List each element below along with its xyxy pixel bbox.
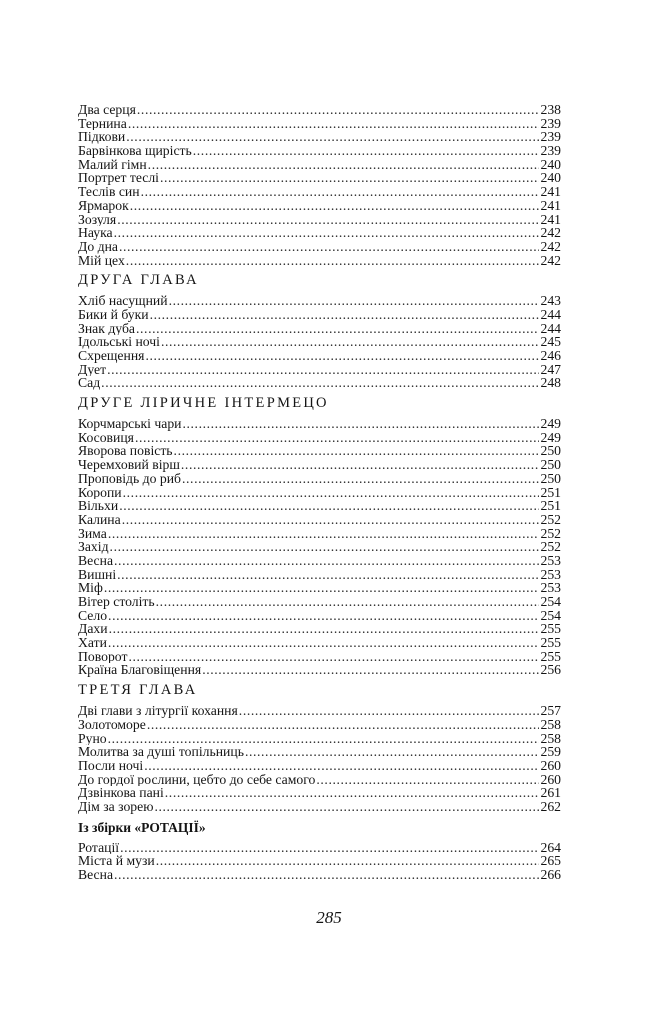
toc-entry <box>78 800 561 814</box>
dot-leader <box>137 103 540 117</box>
entry-page-number: 249 <box>540 430 561 445</box>
toc-entry <box>78 144 561 158</box>
entry-title: Ротації <box>78 840 120 855</box>
entry-title: Дует <box>78 362 107 377</box>
toc-entry-list <box>78 417 561 677</box>
entry-page-number: 239 <box>540 144 561 158</box>
toc-entry <box>78 199 561 213</box>
dot-leader <box>169 294 540 308</box>
entry-page-number: 252 <box>540 540 561 554</box>
entry-title: Схрещення <box>78 349 145 363</box>
entry-title: Підкови <box>78 130 126 145</box>
dot-leader <box>245 745 540 759</box>
entry-title: Захід <box>78 540 109 554</box>
toc-entry <box>78 472 561 486</box>
toc-section <box>78 272 561 390</box>
toc-entry <box>78 308 561 322</box>
toc-entry <box>78 745 561 759</box>
dot-leader <box>107 363 539 377</box>
dot-leader <box>104 581 540 595</box>
entry-title: Посли ночі <box>78 758 144 773</box>
entry-page-number: 247 <box>540 362 561 377</box>
toc-entry <box>78 335 561 349</box>
entry-title: Ідольські ночі <box>78 335 160 349</box>
toc-entry <box>78 431 561 445</box>
dot-leader <box>109 622 540 636</box>
toc-entry <box>78 759 561 773</box>
entry-title: Поворот <box>78 649 128 664</box>
entry-page-number: 243 <box>540 294 561 308</box>
dot-leader <box>202 663 539 677</box>
toc-entry <box>78 158 561 172</box>
toc-entry <box>78 650 561 664</box>
toc-entry <box>78 254 561 268</box>
toc-entry <box>78 444 561 458</box>
dot-leader <box>144 759 539 773</box>
toc-entry <box>78 171 561 185</box>
dot-leader <box>174 444 540 458</box>
toc-entry <box>78 868 561 882</box>
toc-entry <box>78 568 561 582</box>
entry-page-number: 244 <box>540 307 561 322</box>
entry-page-number: 255 <box>540 636 561 650</box>
entry-page-number: 251 <box>540 499 561 513</box>
entry-page-number: 253 <box>540 567 561 582</box>
entry-page-number: 241 <box>540 212 561 227</box>
entry-page-number: 259 <box>540 745 561 759</box>
toc-entry <box>78 773 561 787</box>
entry-page-number: 258 <box>540 731 561 746</box>
dot-leader <box>119 499 539 513</box>
dot-leader <box>156 595 540 609</box>
entry-page-number: 260 <box>540 758 561 773</box>
entry-page-number: 246 <box>540 349 561 363</box>
entry-title: Зозуля <box>78 212 117 227</box>
dot-leader <box>160 171 539 185</box>
toc-entry <box>78 595 561 609</box>
dot-leader <box>128 117 540 131</box>
entry-title: Хати <box>78 636 107 650</box>
section-heading: ДРУГА ГЛАВА <box>78 272 199 289</box>
entry-title: Молитва за душі топільниць <box>78 745 244 759</box>
toc-entry <box>78 499 561 513</box>
dot-leader <box>165 786 540 800</box>
dot-leader <box>117 568 539 582</box>
entry-page-number: 249 <box>540 417 561 431</box>
entry-page-number: 265 <box>540 854 561 868</box>
toc-entry <box>78 376 561 390</box>
entry-title: Знак дуба <box>78 321 135 336</box>
toc-entry <box>78 786 561 800</box>
entry-title: Дві глави з літургії кохання <box>78 704 238 718</box>
entry-page-number: 244 <box>540 321 561 336</box>
entry-title: Хліб насущний <box>78 294 168 308</box>
dot-leader <box>108 527 540 541</box>
entry-page-number: 255 <box>540 622 561 637</box>
toc-entry <box>78 294 561 308</box>
entry-title: Малий гімн <box>78 157 147 172</box>
toc-section <box>78 819 561 882</box>
dot-leader <box>135 431 540 445</box>
dot-leader <box>108 732 540 746</box>
entry-title: Мій цех <box>78 253 125 268</box>
toc-entry <box>78 322 561 336</box>
dot-leader <box>141 185 540 199</box>
dot-leader <box>110 540 540 554</box>
toc-entry <box>78 854 561 868</box>
entry-title: Калина <box>78 512 121 527</box>
entry-page-number: 251 <box>540 485 561 500</box>
dot-leader <box>136 322 539 336</box>
entry-page-number: 260 <box>540 772 561 787</box>
toc-entry <box>78 486 561 500</box>
dot-leader <box>123 486 540 500</box>
entry-title: До гордої рослини, цебто до себе самого <box>78 772 316 787</box>
entry-page-number: 239 <box>540 130 561 145</box>
toc-entry <box>78 103 561 117</box>
toc-entry <box>78 636 561 650</box>
toc-entry <box>78 185 561 199</box>
entry-page-number: 239 <box>540 116 561 131</box>
dot-leader <box>126 254 540 268</box>
entry-title: Черемховий вірш <box>78 458 180 472</box>
toc-entry <box>78 609 561 623</box>
dot-leader <box>128 650 539 664</box>
entry-title: Міста й музи <box>78 854 155 868</box>
toc-section <box>78 395 561 677</box>
entry-title: Вишні <box>78 567 117 582</box>
entry-title: Село <box>78 608 108 623</box>
dot-leader <box>126 130 539 144</box>
dot-leader <box>130 199 540 213</box>
entry-page-number: 253 <box>540 581 561 595</box>
entry-page-number: 262 <box>540 799 561 814</box>
dot-leader <box>193 144 540 158</box>
entry-page-number: 238 <box>540 103 561 117</box>
entry-title: Проповідь до риб <box>78 471 181 486</box>
entry-title: Вітер століть <box>78 595 155 609</box>
toc-entry <box>78 527 561 541</box>
entry-page-number: 258 <box>540 717 561 732</box>
toc-section <box>78 682 561 814</box>
entry-title: Золотоморе <box>78 717 146 732</box>
dot-leader <box>161 335 540 349</box>
entry-title: Дім за зорею <box>78 799 154 814</box>
entry-title: Весна <box>78 868 114 882</box>
entry-title: Ярмарок <box>78 198 129 213</box>
entry-title: Дзвінкова пані <box>78 786 164 800</box>
entry-title: Тернина <box>78 116 127 131</box>
entry-page-number: 250 <box>540 471 561 486</box>
entry-title: Країна Благовіщення <box>78 663 202 678</box>
toc-entry <box>78 732 561 746</box>
entry-page-number: 254 <box>540 608 561 623</box>
section-heading: ДРУГЕ ЛІРИЧНЕ ІНТЕРМЕЦО <box>78 395 329 412</box>
toc-entry <box>78 417 561 431</box>
entry-title: Два серця <box>78 103 136 117</box>
dot-leader <box>182 417 539 431</box>
section-heading: Із збірки «РОТАЦІЇ» <box>78 819 206 835</box>
entry-page-number: 254 <box>540 595 561 609</box>
entry-title: Барвінкова щирість <box>78 144 192 158</box>
dot-leader <box>156 854 540 868</box>
entry-title: Портрет теслі <box>78 171 159 186</box>
page-number: 285 <box>316 908 342 927</box>
dot-leader <box>150 308 540 322</box>
toc-entry <box>78 213 561 227</box>
entry-page-number: 250 <box>540 444 561 459</box>
entry-page-number: 245 <box>540 335 561 349</box>
toc-entry-list <box>78 704 561 814</box>
entry-title: Зима <box>78 526 107 541</box>
entry-page-number: 266 <box>540 868 561 882</box>
dot-leader <box>182 472 539 486</box>
toc-entry <box>78 622 561 636</box>
toc-entry <box>78 226 561 240</box>
dot-leader <box>108 636 540 650</box>
toc-entry-list <box>78 294 561 390</box>
entry-title: До дна <box>78 239 118 254</box>
table-of-contents <box>78 103 561 882</box>
entry-title: Весна <box>78 553 114 568</box>
toc-entry-list <box>78 103 561 267</box>
entry-page-number: 261 <box>540 786 561 800</box>
entry-title: Сад <box>78 376 101 391</box>
dot-leader <box>122 513 540 527</box>
dot-leader <box>114 226 540 240</box>
entry-title: Вільхи <box>78 499 119 513</box>
entry-title: Коропи <box>78 485 122 500</box>
dot-leader <box>316 773 539 787</box>
entry-page-number: 241 <box>540 198 561 213</box>
entry-page-number: 256 <box>540 663 561 678</box>
entry-page-number: 248 <box>540 376 561 391</box>
toc-entry <box>78 718 561 732</box>
dot-leader <box>145 349 539 363</box>
toc-entry-list <box>78 841 561 882</box>
dot-leader <box>114 554 539 568</box>
toc-section <box>78 103 561 267</box>
entry-title: Руно <box>78 731 107 746</box>
dot-leader <box>101 376 539 390</box>
toc-entry <box>78 349 561 363</box>
entry-page-number: 240 <box>540 171 561 186</box>
entry-title: Косовиця <box>78 430 134 445</box>
dot-leader <box>239 704 540 718</box>
toc-entry <box>78 704 561 718</box>
entry-page-number: 241 <box>540 185 561 199</box>
dot-leader <box>114 868 539 882</box>
dot-leader <box>120 841 539 855</box>
dot-leader <box>117 213 539 227</box>
entry-page-number: 242 <box>540 239 561 254</box>
toc-entry <box>78 581 561 595</box>
entry-title: Теслів син <box>78 185 140 199</box>
dot-leader <box>148 158 540 172</box>
entry-page-number: 242 <box>540 226 561 240</box>
entry-page-number: 253 <box>540 553 561 568</box>
entry-title: Бики й буки <box>78 307 149 322</box>
entry-title: Міф <box>78 581 103 595</box>
toc-entry <box>78 117 561 131</box>
dot-leader <box>181 458 540 472</box>
dot-leader <box>119 240 540 254</box>
toc-entry <box>78 554 561 568</box>
toc-entry <box>78 363 561 377</box>
entry-page-number: 250 <box>540 458 561 472</box>
entry-page-number: 264 <box>540 840 561 855</box>
dot-leader <box>108 609 539 623</box>
toc-entry <box>78 540 561 554</box>
section-heading: ТРЕТЯ ГЛАВА <box>78 682 198 699</box>
entry-title: Наука <box>78 226 113 240</box>
entry-page-number: 252 <box>540 526 561 541</box>
toc-entry <box>78 458 561 472</box>
entry-page-number: 257 <box>540 704 561 718</box>
toc-entry <box>78 841 561 855</box>
entry-title: Корчмарські чари <box>78 417 182 431</box>
toc-entry <box>78 130 561 144</box>
entry-title: Дахи <box>78 622 108 637</box>
entry-page-number: 240 <box>540 157 561 172</box>
toc-entry <box>78 240 561 254</box>
dot-leader <box>147 718 540 732</box>
toc-entry <box>78 513 561 527</box>
entry-page-number: 255 <box>540 649 561 664</box>
entry-page-number: 242 <box>540 253 561 268</box>
entry-page-number: 252 <box>540 512 561 527</box>
entry-title: Яворова повість <box>78 444 173 459</box>
toc-entry <box>78 663 561 677</box>
dot-leader <box>154 800 539 814</box>
